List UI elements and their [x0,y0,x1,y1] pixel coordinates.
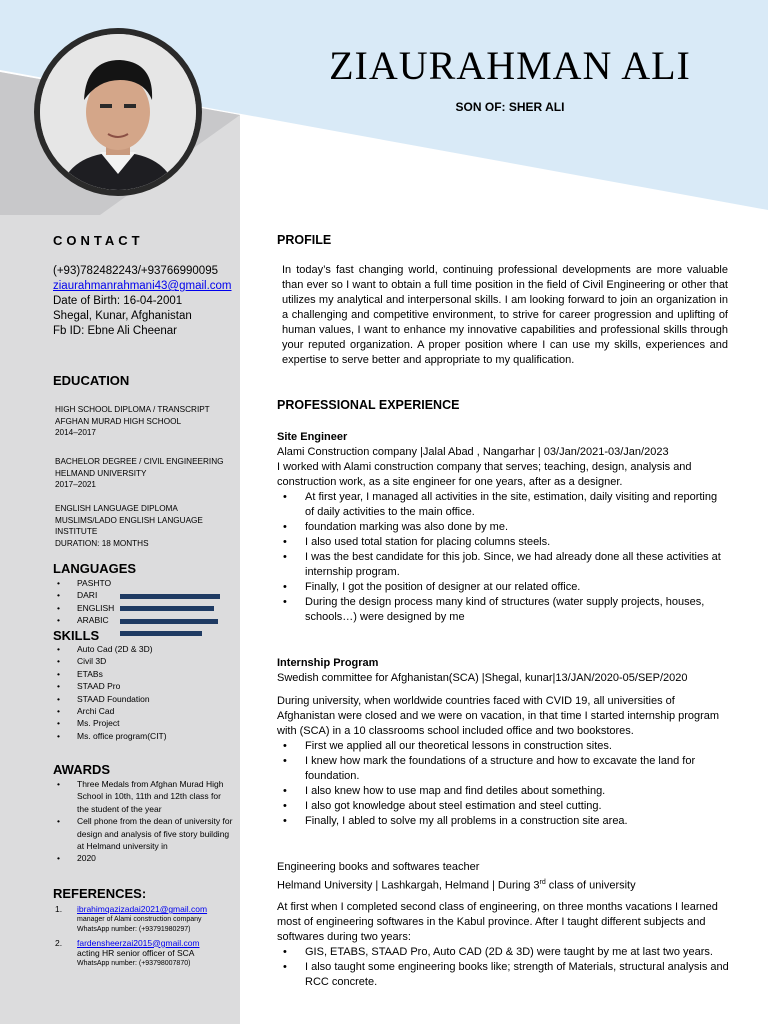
references-heading: REFERENCES: [53,886,147,901]
job-bullet: • At first year, I managed all activities in the site, estimation, daily visiting and reporting of daily activities to the main office. [277,490,729,520]
language-item: • PASHTO [53,577,233,589]
job-bullet: • First we applied all our theoretical lessons in construction sites. [277,739,729,754]
job-internship [277,656,729,829]
language-level-bar [120,619,218,624]
job-description: At first when I completed second class of engineering, on three months vacations I learned most of engineering softwares in the Kabul province. After I taught different subjects and softwares during two years: [277,900,718,943]
language-item: • ARABIC [53,614,233,626]
job-description: During university, when worldwide countries faced with CVID 19, all universities of Afghanistan were closed and we were on vacation, in that time I started internship program with (SCA) in a 10 classrooms school included office and two bookstores. [277,695,720,737]
reference-phone: WhatsApp number: (+93791980297) [77,926,191,933]
skill-item: • Auto Cad (2D & 3D) [53,643,167,655]
job-bullet: • I also taught some engineering books like; strength of Materials, structural analysis and RCC concrete. [277,960,729,990]
reference-email-link[interactable]: fardensheerzai2015@gmail.com [77,937,200,948]
language-item: • DARI [53,589,233,601]
reference-number: 2. [55,937,63,948]
job-title: Internship Program [277,657,379,669]
job-title: Site Engineer [277,431,348,443]
education-item [55,404,210,439]
job-bullet: • GIS, ETABS, STAAD Pro, Auto CAD (2D & 3D) were taught by me at last two years. [277,945,729,960]
language-level-bar [120,594,220,599]
job-bullet: • I also knew how to use map and find detiles about something. [277,784,729,799]
phone-text: (+93)782482243/+93766990095 [53,265,218,277]
skill-item: • Ms. Project [53,717,167,729]
language-item: • ENGLISH [53,602,233,614]
education-line: AFGHAN MURAD HIGH SCHOOL [55,416,182,426]
award-item: • 2020 [53,852,233,864]
profile-photo [34,28,202,196]
job-teacher [277,860,729,990]
job-bullet: • I also got knowledge about steel estimation and steel cutting. [277,799,729,814]
awards-heading: AWARDS [53,762,111,777]
reference-item [53,904,207,936]
job-site-engineer [277,430,729,625]
fb-id-text: Fb ID: Ebne Ali Cheenar [53,325,178,337]
references-list [53,904,207,971]
awards-list [53,778,233,865]
person-portrait-icon [40,34,196,190]
dob-text: Date of Birth: 16-04-2001 [53,295,183,307]
award-item: • Three Medals from Afghan Murad High School in 10th, 11th and 12th class for the student of the year [53,778,233,815]
education-line: 2014–2017 [55,428,96,437]
education-item [55,456,224,491]
education-heading: EDUCATION [53,373,130,388]
education-line: ENGLISH LANGUAGE DIPLOMA [55,504,178,513]
skills-heading: SKILLS [53,628,100,643]
education-item [55,503,203,549]
reference-phone: WhatsApp number: (+93798007870) [77,959,191,967]
profile-text: In today’s fast changing world, continuing professional developments are more valuable than ever so I want to obtain a full time position in the field of Civil Engineering or other that utilizes my analytical and interpersonal skills. I am looking forward to join an organization in a challenging and competitive environment, to strive for career progression and uplifting of human values, I want to enhance my innovative capabilities and professional skills through your reputed organization. A proper position where I can use my skills, experiences and expertise to serve better and appropriate to my qualification. [282,264,728,366]
reference-email-link[interactable]: ibrahimqazizadai2021@gmail.com [77,904,208,914]
job-org-prefix: Helmand University | Lashkargah, Helmand | During 3 [277,879,540,892]
education-line: 2017–2021 [55,480,96,489]
language-level-bar [120,606,214,611]
reference-number: 1. [55,904,63,914]
job-bullet: • During the design process many kind of structures (water supply projects, houses, schools…) were designed by me [277,595,729,625]
skill-item: • Ms. office program(CIT) [53,730,167,742]
skill-item: • Archi Cad [53,705,167,717]
education-line: DURATION: 18 MONTHS [55,538,149,548]
job-bullet: • Finally, I got the position of designer at our related office. [277,580,729,595]
reference-item [53,938,207,970]
email-link[interactable]: ziaurahmanrahmani43@gmail.com [53,280,232,292]
address-text: Shegal, Kunar, Afghanistan [53,310,192,322]
profile-heading: PROFILE [277,233,332,247]
skill-item: • STAAD Foundation [53,693,167,705]
job-description: I worked with Alami construction company that serves; teaching, design, analysis and construction work, as a site engineer for one years, after as a designer. [277,461,692,488]
languages-heading: LANGUAGES [53,561,137,576]
education-line: HIGH SCHOOL DIPLOMA / TRANSCRIPT [55,405,210,414]
job-bullet: • Finally, I abled to solve my all problems in a construction site area. [277,814,729,829]
job-title: Engineering books and softwares teacher [277,861,480,873]
language-level-bar [120,631,202,636]
job-org-suffix: class of university [545,879,636,892]
job-bullet: • foundation marking was also done by me. [277,520,729,535]
job-org [277,875,729,894]
education-line: INSTITUTE [55,527,98,536]
skill-item: • Civil 3D [53,655,167,667]
job-bullet: • I also used total station for placing columns steels. [277,535,729,550]
skill-item: • STAAD Pro [53,680,167,692]
skill-item: • ETABs [53,668,167,680]
award-item: • Cell phone from the dean of university for design and analysis of five story building at Helmand university in [53,815,233,852]
candidate-name: ZIAURAHMAN ALI [329,43,691,88]
reference-role: acting HR senior officer of SCA [77,948,195,958]
job-org: Alami Construction company |Jalal Abad , Nangarhar | 03/Jan/2021-03/Jan/2023 [277,446,669,458]
skills-list [53,643,167,742]
job-org: Swedish committee for Afghanistan(SCA) |Shegal, kunar|13/JAN/2020-05/SEP/2020 [277,672,688,684]
experience-heading: PROFESSIONAL EXPERIENCE [277,398,460,412]
education-line: MUSLIMS/LADO ENGLISH LANGUAGE [55,515,203,525]
job-org-superscript: rd [539,879,546,886]
education-line: BACHELOR DEGREE / CIVIL ENGINEERING [55,457,224,466]
contact-heading: CONTACT [53,233,144,248]
son-of-line: SON OF: SHER ALI [455,100,565,114]
reference-role: manager of Alami construction company [77,915,202,923]
job-bullet: • I knew how mark the foundations of a structure and how to excavate the land for foundation. [277,754,729,784]
education-line: HELMAND UNIVERSITY [55,468,147,478]
job-bullet: • I was the best candidate for this job. Since, we had already done all these activities at internship program. [277,550,729,580]
contact-block [53,264,232,339]
